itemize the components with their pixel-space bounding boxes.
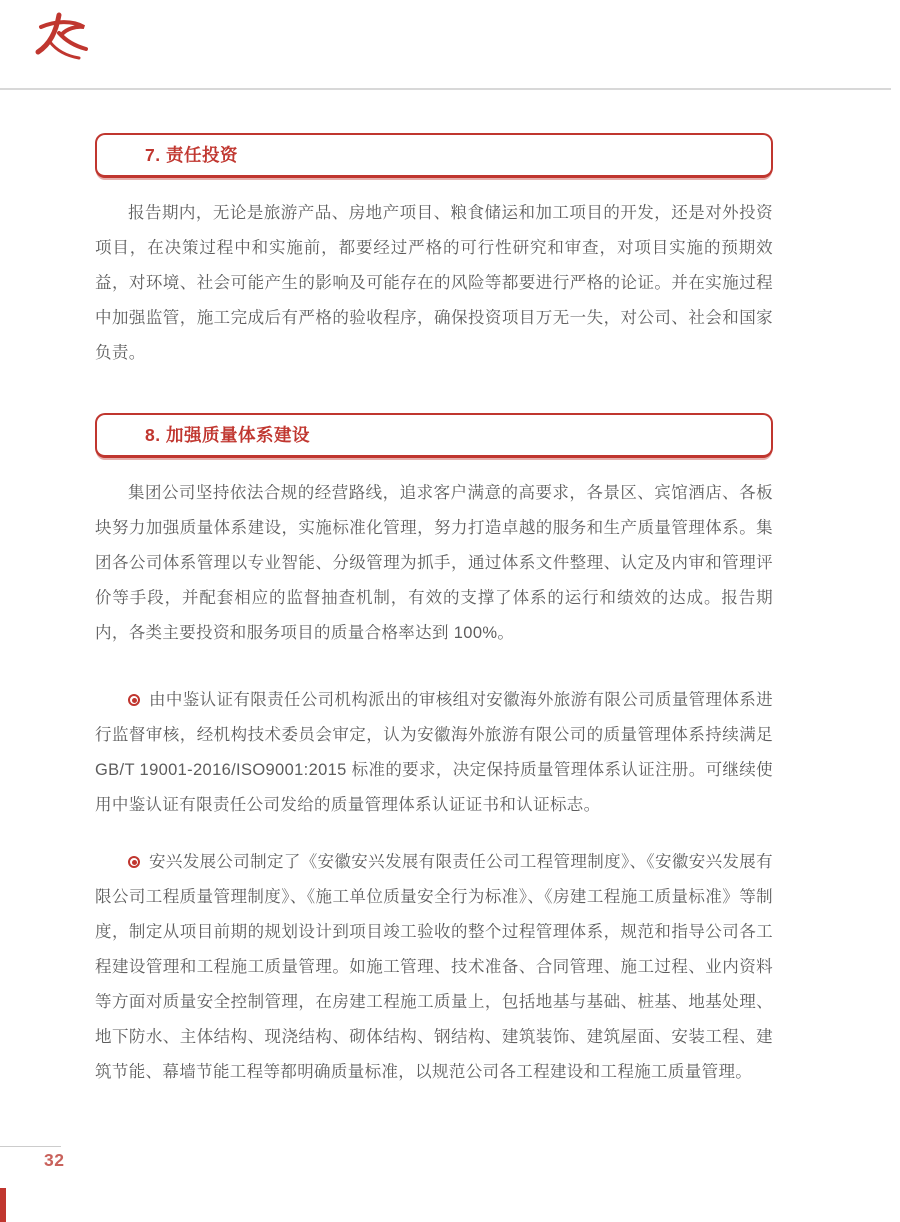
company-logo-icon (28, 6, 92, 64)
bullet-item-certification-text: 由中鉴认证有限责任公司机构派出的审核组对安徽海外旅游有限公司质量管理体系进行监督审核，经机构技术委员会审定，认为安徽海外旅游有限公司的质量管理体系持续满足 GB/T 19001-2016/ISO9001:2015 标准的要求，决定保持质量管理体系认证注册。可继续使用中鉴认证有限责任公司发给的质量管理体系认证证书和认证标志。 (95, 691, 773, 814)
bullet-item-engineering-standards-text: 安兴发展公司制定了《安徽安兴发展有限责任公司工程管理制度》、《安徽安兴发展有限公司工程质量管理制度》、《施工单位质量安全行为标准》、《房建工程施工质量标准》等制度，制定从项目前期的规划设计到项目竣工验收的整个过程管理体系，规范和指导公司各工程建设管理和工程施工质量管理。如施工管理、技术准备、合同管理、施工过程、业内资料等方面对质量安全控制管理，在房建工程施工质量上，包括地基与基础、桩基、地基处理、地下防水、主体结构、现浇结构、砌体结构、钢结构、建筑装饰、建筑屋面、安装工程、建筑节能、幕墙节能工程等都明确质量标准，以规范公司各工程建设和工程施工质量管理。 (95, 853, 773, 1081)
section-7-title-box (95, 133, 773, 178)
section-8-title: 8. 加强质量体系建设 (145, 425, 310, 445)
footer-divider (0, 1146, 61, 1147)
ring-bullet-icon (128, 856, 140, 868)
header-divider (0, 88, 891, 90)
bullet-item-engineering-standards (95, 845, 773, 1090)
ring-bullet-icon (128, 694, 140, 706)
section-8-paragraph: 集团公司坚持依法合规的经营路线，追求客户满意的高要求，各景区、宾馆酒店、各板块努力加强质量体系建设，实施标准化管理，努力打造卓越的服务和生产质量管理体系。集团各公司体系管理以专业智能、分级管理为抓手，通过体系文件整理、认定及内审和管理评价等手段，并配套相应的监督抽查机制，有效的支撑了体系的运行和绩效的达成。报告期内，各类主要投资和服务项目的质量合格率达到 100%。 (95, 484, 773, 642)
page-number: 32 (44, 1150, 65, 1170)
section-7-title: 7. 责任投资 (145, 145, 238, 165)
section-7-paragraph: 报告期内，无论是旅游产品、房地产项目、粮食储运和加工项目的开发，还是对外投资项目，在决策过程中和实施前，都要经过严格的可行性研究和审查，对项目实施的预期效益，对环境、社会可能产生的影响及可能存在的风险等都要进行严格的论证。并在实施过程中加强监管，施工完成后有严格的验收程序，确保投资项目万无一失，对公司、社会和国家负责。 (95, 204, 773, 362)
bullet-item-certification (95, 683, 773, 823)
section-8-title-box (95, 413, 773, 458)
footer-accent-bar (0, 1188, 6, 1222)
